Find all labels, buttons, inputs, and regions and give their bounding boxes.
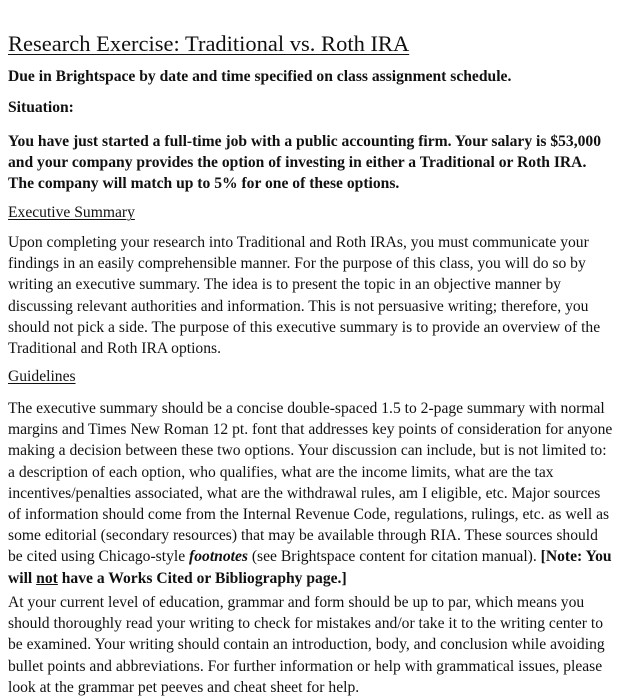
guidelines-heading: Guidelines [8, 368, 76, 385]
executive-summary-line: findings in an easily comprehensible manner. For the purpose of this class, you will do so by [8, 255, 586, 273]
guidelines-line: incentives/penalties associated, what are the withdrawal rules, am I eligible, etc. Major sources [8, 484, 601, 502]
executive-summary-line: Upon completing your research into Traditional and Roth IRAs, you must communicate your [8, 234, 589, 251]
closing-line: look at the grammar pet peeves and cheat sheet for help. [8, 678, 360, 696]
situation-line: The company will match up to 5% for one of these options. [8, 175, 400, 193]
situation-line: You have just started a full-time job with a public accounting firm. Your salary is $53,000 [8, 133, 602, 150]
situation-paragraph [8, 131, 636, 195]
guidelines-paragraph [8, 398, 636, 589]
closing-line: be examined. Your writing should contain an introduction, body, and conclusion while avoiding [8, 636, 605, 654]
situation-heading: Situation: [8, 99, 74, 116]
guidelines-line [8, 568, 636, 589]
note-text: have a Works Cited or Bibliography page.] [57, 569, 347, 587]
guidelines-line: margins and Times New Roman 12 pt. font that addresses key points of consideration for anyone [8, 421, 613, 439]
note-text: will [8, 569, 37, 587]
document-title: Research Exercise: Traditional vs. Roth IRA [8, 31, 410, 56]
citation-text: be cited using Chicago-style [8, 548, 190, 566]
guidelines-line: some editorial (secondary resources) that may be available through RIA. These sources should [8, 527, 598, 545]
guidelines-line: a description of each option, who qualifies, what are the income limits, what are the tax [8, 463, 554, 481]
closing-line: bullet points and abbreviations. For further information or help with grammatical issues, please [8, 657, 603, 675]
citation-text: (see Brightspace content for citation manual). [247, 548, 541, 566]
footnotes-emphasis: footnotes [189, 548, 248, 566]
executive-summary-paragraph [8, 232, 636, 359]
closing-line: should thoroughly read your writing to check for mistakes and/or take it to the writing center to [8, 615, 604, 633]
note-text: [Note: You [540, 548, 612, 566]
executive-summary-line: writing an executive summary. The idea is to present the topic in an objective manner by [8, 276, 561, 294]
executive-summary-line: should not pick a side. The purpose of this executive summary is to provide an overview of the [8, 318, 601, 336]
guidelines-line: of information should come from the Internal Revenue Code, regulations, rulings, etc. as well as [8, 506, 610, 524]
guidelines-line: making a decision between these two options. Your discussion can include, but is not limited to: [8, 442, 607, 460]
not-emphasis: not [36, 569, 58, 587]
executive-summary-line: Traditional and Roth IRA options. [8, 340, 221, 358]
closing-paragraph [8, 592, 636, 698]
guidelines-line [8, 546, 636, 567]
situation-line: and your company provides the option of investing in either a Traditional or Roth IRA. [8, 154, 587, 172]
guidelines-line: The executive summary should be a concise double-spaced 1.5 to 2-page summary with normal [8, 400, 605, 417]
due-date-note: Due in Brightspace by date and time specified on class assignment schedule. [8, 68, 512, 85]
closing-line: At your current level of education, grammar and form should be up to par, which means you [8, 594, 585, 611]
executive-summary-heading: Executive Summary [8, 204, 135, 221]
executive-summary-line: discussing relevant authorities and information. This is not persuasive writing; therefore, you [8, 297, 589, 315]
